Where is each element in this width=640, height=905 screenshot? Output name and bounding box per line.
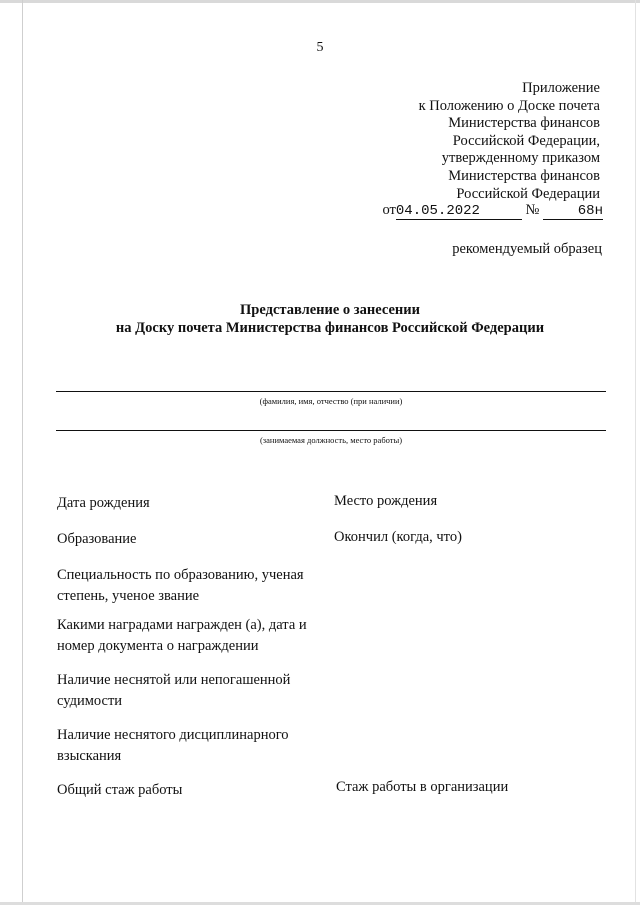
birth-date-label: Дата рождения <box>57 495 150 511</box>
total-experience-label: Общий стаж работы <box>57 782 183 798</box>
appendix-line: к Положению о Доске почета <box>418 97 600 114</box>
full-name-line <box>56 391 606 392</box>
disciplinary-label <box>57 725 289 767</box>
order-number-prefix: № <box>525 202 540 218</box>
appendix-line: Министерства финансов <box>448 167 600 184</box>
full-name-caption: (фамилия, имя, отчество (при наличии) <box>259 396 403 406</box>
position-line <box>56 430 606 431</box>
awards-line: Какими наградами награжден (а), дата и <box>57 617 307 633</box>
specialty-line: Специальность по образованию, ученая <box>57 567 304 583</box>
scan-edge-right <box>635 0 636 905</box>
scan-edge-top <box>0 0 640 3</box>
graduated-label: Окончил (когда, что) <box>334 529 462 545</box>
title-line: на Доску почета Министерства финансов Российской Федерации <box>115 320 545 336</box>
appendix-line: Приложение <box>522 80 600 96</box>
specialty-line: степень, ученое звание <box>57 588 200 604</box>
awards-line: номер документа о награждении <box>57 638 259 654</box>
position-caption: (занимаемая должность, место работы) <box>259 435 403 445</box>
sample-note: рекомендуемый образец <box>452 241 602 257</box>
appendix-line: Российской Федерации <box>456 185 600 202</box>
appendix-line: утвержденному приказом <box>441 150 600 167</box>
criminal-record-line: судимости <box>57 693 123 709</box>
order-prefix: от <box>382 202 396 218</box>
org-experience-label: Стаж работы в организации <box>336 779 509 795</box>
order-reference <box>383 202 604 220</box>
appendix-header <box>419 80 600 203</box>
specialty-label <box>57 565 304 607</box>
birth-place-label: Место рождения <box>334 493 438 509</box>
appendix-line: Российской Федерации, <box>452 132 600 149</box>
disciplinary-line: взыскания <box>57 748 122 764</box>
title-line: Представление о занесении <box>240 302 420 318</box>
order-number: 68н <box>543 203 603 220</box>
education-label: Образование <box>57 531 137 547</box>
appendix-line: Министерства финансов <box>448 115 600 132</box>
document-title <box>0 301 640 337</box>
criminal-record-line: Наличие неснятой или непогашенной <box>57 672 291 688</box>
scan-edge-left <box>22 0 23 905</box>
disciplinary-line: Наличие неснятого дисциплинарного <box>57 727 289 743</box>
awards-label <box>57 615 307 657</box>
criminal-record-label <box>57 670 290 712</box>
page-number: 5 <box>316 40 324 55</box>
order-date: 04.05.2022 <box>396 203 522 220</box>
